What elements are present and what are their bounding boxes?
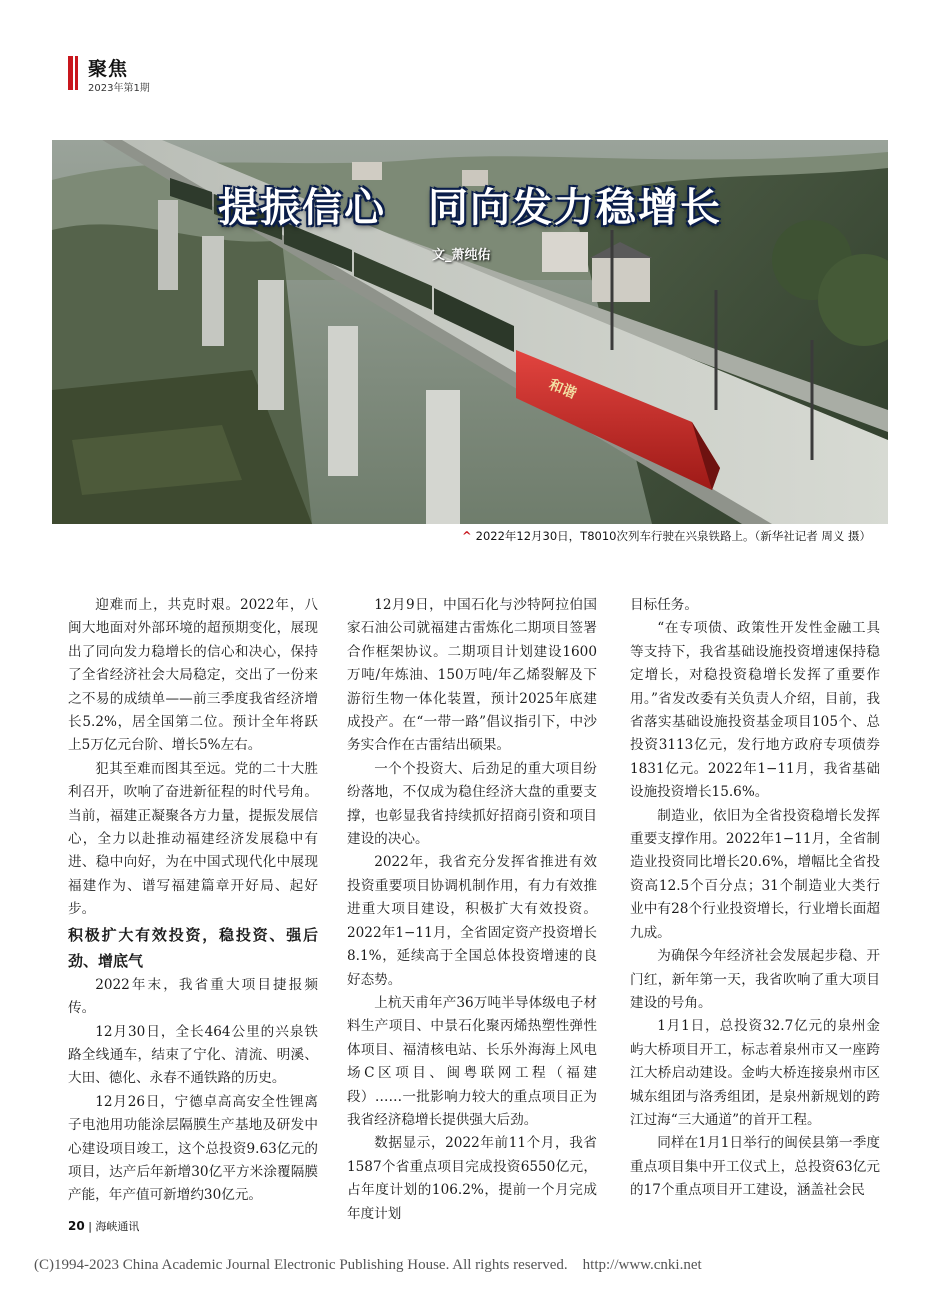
page-footer: 20 | 海峡通讯	[68, 1219, 140, 1233]
photo-caption-text: 2022年12月30日，T8010次列车行驶在兴泉铁路上。（新华社记者 周义 摄）	[475, 529, 872, 543]
article-column-3	[630, 594, 880, 1203]
paragraph: 目标任务。	[630, 597, 698, 613]
paragraph: 迎难而上，共克时艰。2022年，八闽大地面对外部环境的超预期变化，展现出了同向发力稳增长的信心和决心，保持了全省经济社会大局稳定，交出了一份来之不易的成绩单——前三季度我省经济增长5.2%，居全国第二位。预计全年将跃上5万亿元台阶、增长5%左右。	[68, 597, 318, 754]
copyright-notice: (C)1994-2023 China Academic Journal Electronic Publishing House. All rights reserved. http://www.cnki.net	[34, 1257, 702, 1273]
article-column-1	[68, 594, 318, 1208]
paragraph: “在专项债、政策性开发性金融工具等支持下，我省基础设施投资增速保持稳定增长，对稳投资稳增长发挥了重要作用。”省发改委有关负责人介绍，目前，我省落实基础设施投资基金项目105个、总投资3113亿元，发行地方政府专项债券1831亿元。2022年1−11月，我省基础设施投资增长15.6%。	[630, 620, 880, 801]
paragraph: 犯其至难而图其至远。党的二十大胜利召开，吹响了奋进新征程的时代号角。当前，福建正凝聚各方力量，提振发展信心，全力以赴推动福建经济发展稳中有进、稳中向好，为在中国式现代化中展现福建作为、谱写福建篇章开好局、起好步。	[68, 760, 318, 918]
paragraph: 制造业，依旧为全省投资稳增长发挥重要支撑作用。2022年1−11月，全省制造业投资同比增长20.6%，增幅比全省投资高12.5个百分点；31个制造业大类行业中有28个行业投资增长，行业增长面超九成。	[630, 807, 880, 941]
article-author: 文_萧纯佑	[432, 248, 491, 263]
paragraph: 上杭天甫年产36万吨半导体级电子材料生产项目、中景石化聚丙烯热塑性弹性体项目、福清核电站、长乐外海海上风电场C区项目、闽粤联网工程（福建段）……一批影响力较大的重点项目正为我省经济稳增长提供强大后劲。	[347, 994, 597, 1128]
hero-photo	[52, 140, 888, 524]
section-title: 聚焦	[88, 58, 129, 80]
paragraph: 一个个投资大、后劲足的重大项目纷纷落地，不仅成为稳住经济大盘的重要支撑，也彰显我省持续抓好招商引资和项目建设的决心。	[347, 760, 597, 848]
header-accent-bar-thin	[75, 56, 78, 90]
paragraph: 2022年末，我省重大项目捷报频传。	[68, 976, 318, 1017]
issue-label: 2023年第1期	[88, 83, 150, 94]
paragraph: 数据显示，2022年前11个月，我省1587个省重点项目完成投资6550亿元，占年度计划的106.2%，提前一个月完成年度计划	[347, 1135, 597, 1222]
section-subheading: 积极扩大有效投资，稳投资、强后劲、增底气	[68, 925, 318, 970]
train-logo-text: 和谐	[546, 376, 579, 403]
paragraph: 2022年，我省充分发挥省推进有效投资重要项目协调机制作用，有力有效推进重大项目建设，积极扩大有效投资。2022年1−11月，全省固定资产投资增长8.1%，延续高于全国总体投资增速的良好态势。	[347, 854, 597, 988]
paragraph: 12月9日，中国石化与沙特阿拉伯国家石油公司就福建古雷炼化二期项目签署合作框架协议。二期项目计划建设1600万吨/年炼油、150万吨/年乙烯裂解及下游衍生物一体化装置，预计2025年底建成投产。在“一带一路”倡议指引下，中沙务实合作在古雷结出硕果。	[347, 597, 597, 754]
paragraph: 同样在1月1日举行的闽侯县第一季度重点项目集中开工仪式上，总投资63亿元的17个重点项目开工建设，涵盖社会民	[630, 1135, 880, 1199]
article-column-2	[347, 594, 597, 1226]
paragraph: 12月26日，宁德卓高高安全性锂离子电池用功能涂层隔膜生产基地及研发中心建设项目竣工，这个总投资9.63亿元的项目，达产后年新增30亿平方米涂覆隔膜产能，年产值可新增约30亿元。	[68, 1093, 318, 1204]
header-accent-bar	[68, 56, 73, 90]
paragraph: 12月30日，全长464公里的兴泉铁路全线通车，结束了宁化、清流、明溪、大田、德化、永春不通铁路的历史。	[68, 1023, 318, 1087]
article-title: 提振信心 同向发力稳增长	[218, 185, 722, 231]
paragraph: 为确保今年经济社会发展起步稳、开门红，新年第一天，我省吹响了重大项目建设的号角。	[630, 948, 880, 1011]
publication-name: 海峡通讯	[95, 1220, 140, 1233]
page-number: 20	[68, 1219, 85, 1233]
paragraph: 1月1日，总投资32.7亿元的泉州金屿大桥项目开工，标志着泉州市又一座跨江大桥启动建设。金屿大桥连接泉州市区城东组团与洛秀组团，是泉州新规划的跨江过海“三大通道”的首开工程。	[630, 1018, 880, 1128]
photo-caption	[462, 528, 888, 544]
caret-icon: ^	[462, 529, 472, 543]
